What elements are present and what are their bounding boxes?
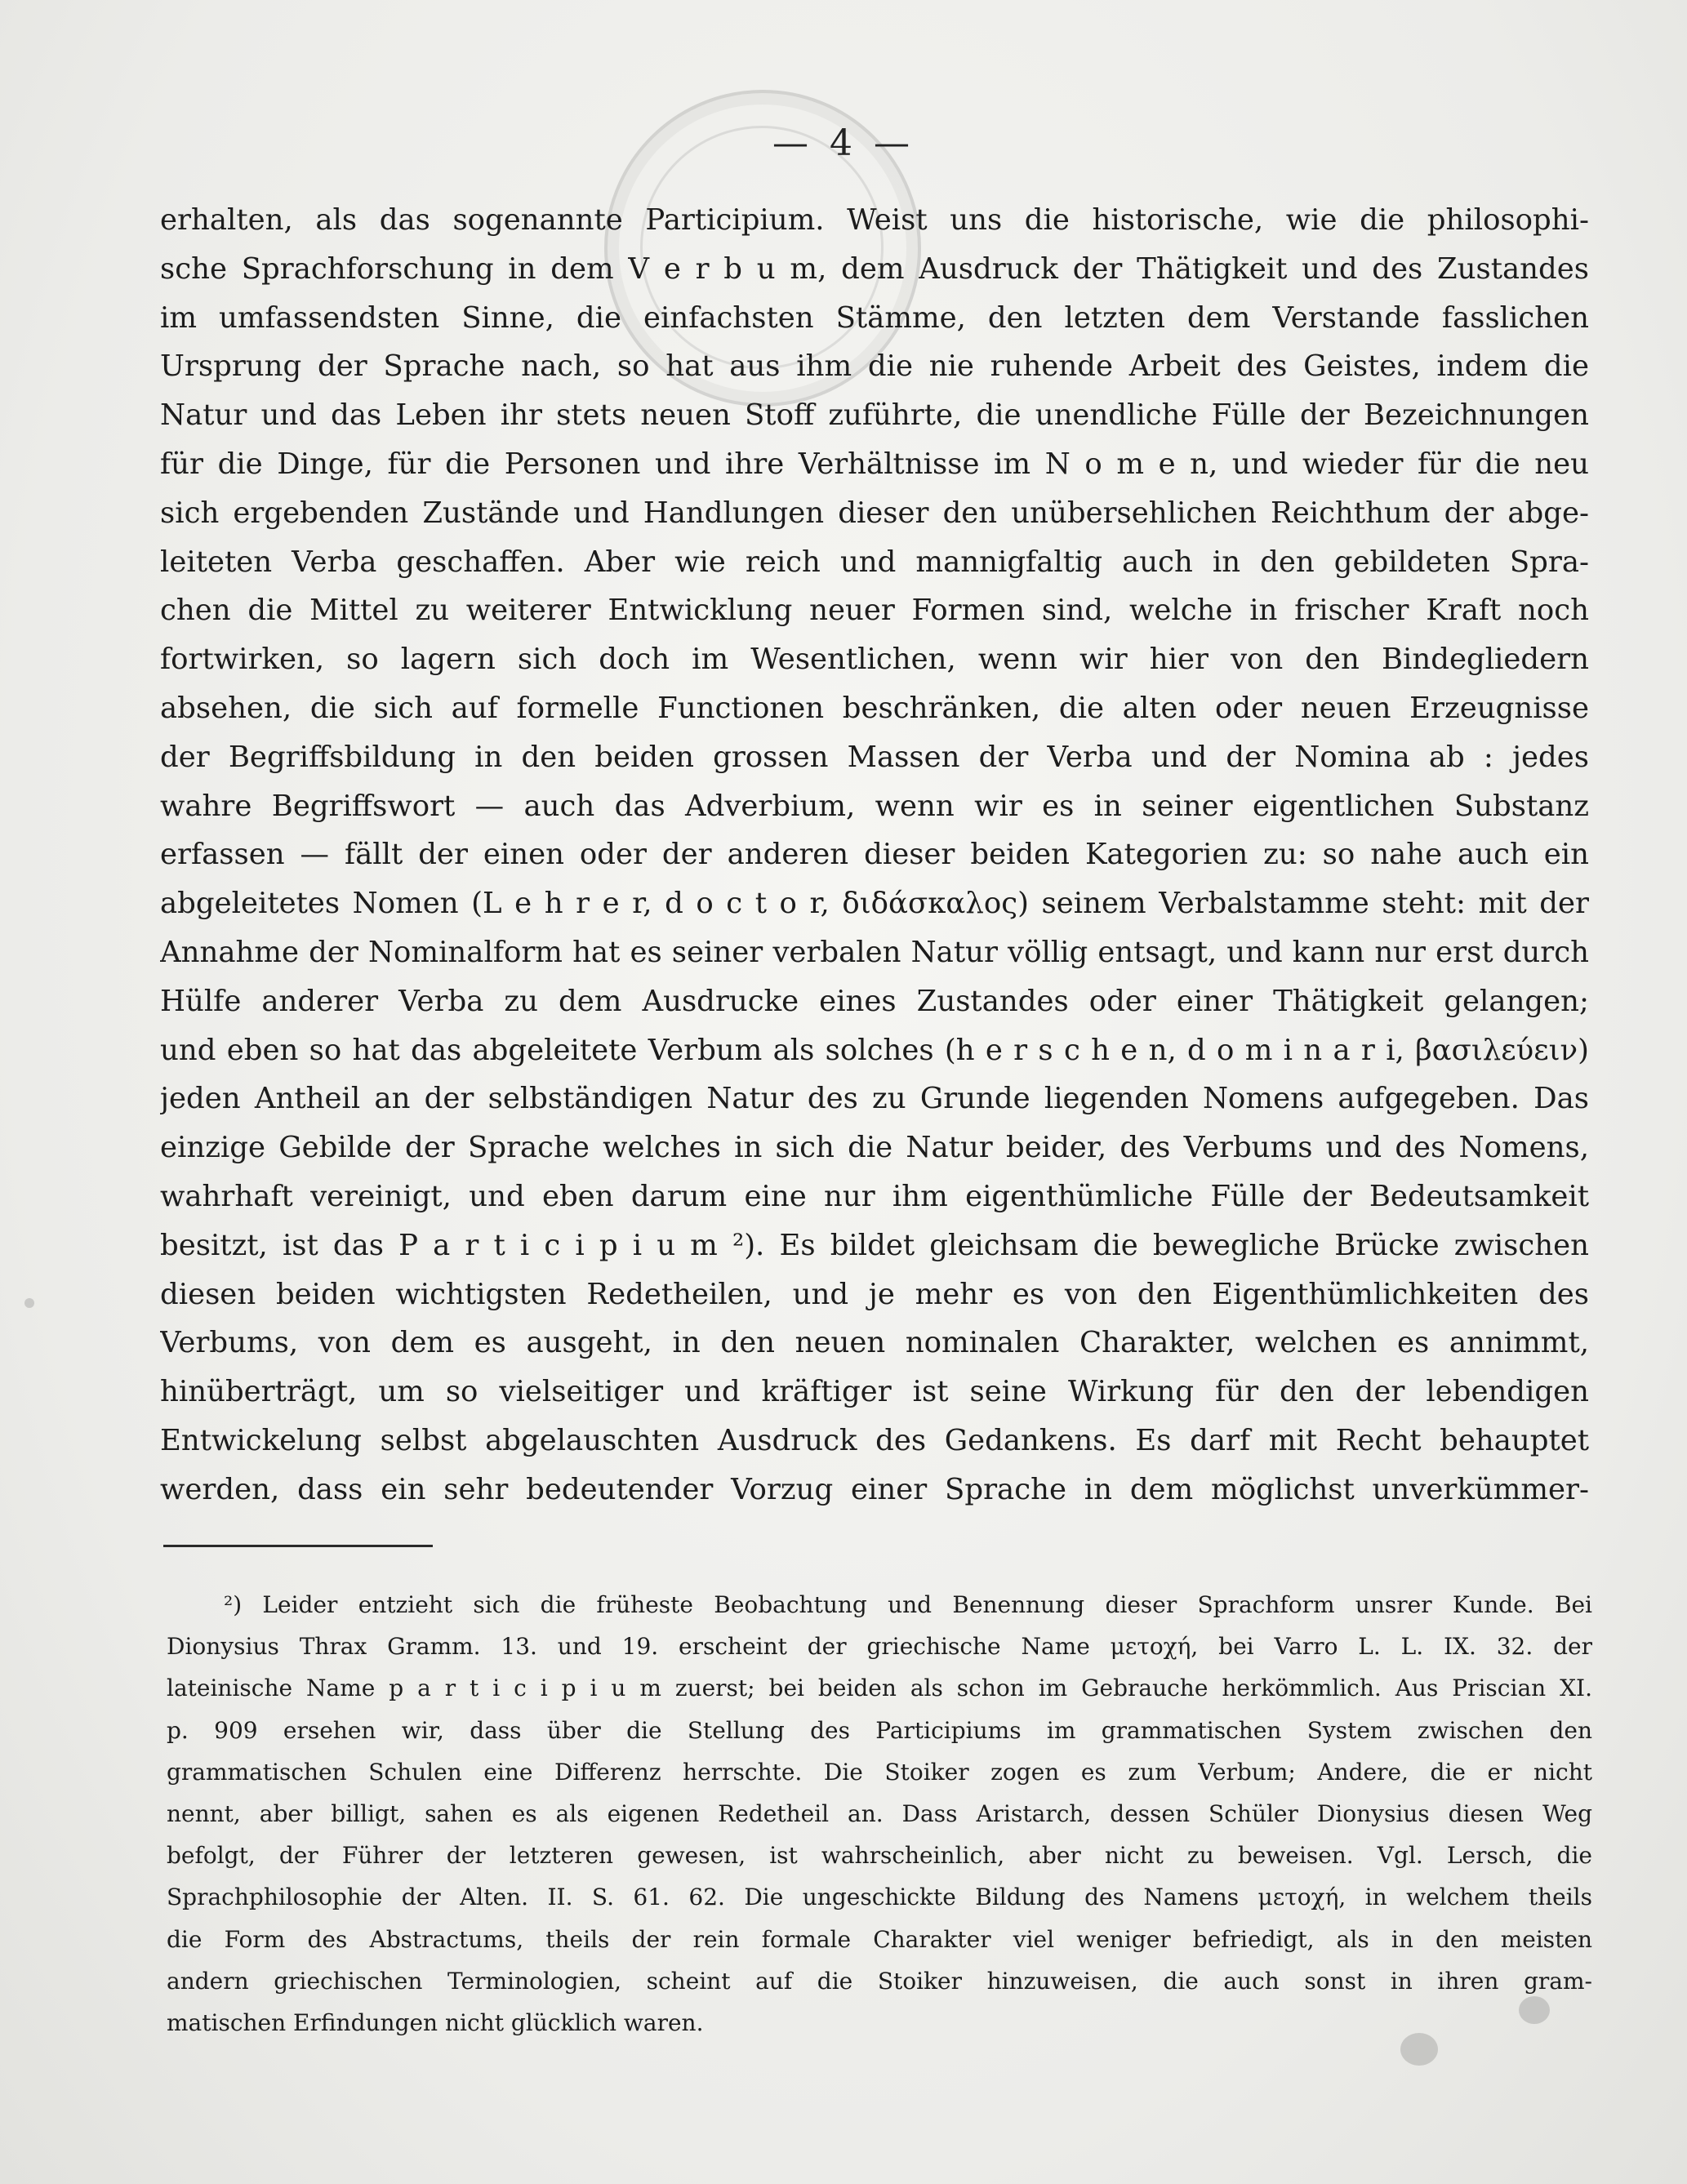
main-text: [160, 196, 1589, 1515]
text-line: einzige Gebilde der Sprache welches in sich die Natur beider, des Verbums und des Nomens,: [160, 1131, 1589, 1165]
text-line: leiteten Verba geschaffen. Aber wie reich und mannigfaltig auch in den gebildeten Spra-: [160, 545, 1589, 579]
text-line: erhalten, als das sogenannte Participium. Weist uns die historische, wie die philosophi-: [160, 203, 1589, 237]
text-line: fortwirken, so lagern sich doch im Wesentlichen, wenn wir hier von den Bindegliedern: [160, 643, 1589, 677]
text-line: wahrhaft vereinigt, und eben darum eine nur ihm eigenthümliche Fülle der Bedeutsamkeit: [160, 1179, 1589, 1213]
text-line: hinüberträgt, um so vielseitiger und kräftiger ist seine Wirkung für den der lebendigen: [160, 1375, 1589, 1409]
footnote-line: p. 909 ersehen wir, dass über die Stellung des Participiums im grammatischen System zwischen den: [167, 1716, 1592, 1744]
text-line: Entwickelung selbst abgelauschten Ausdruck des Gedankens. Es darf mit Recht behauptet: [160, 1423, 1589, 1457]
footnote-line: andern griechischen Terminologien, scheint auf die Stoiker hinzuweisen, die auch sonst in ihren gram-: [167, 1967, 1592, 1995]
text-line: Ursprung der Sprache nach, so hat aus ihm die nie ruhende Arbeit des Geistes, indem die: [160, 349, 1589, 384]
text-line: chen die Mittel zu weiterer Entwicklung neuer Formen sind, welche in frischer Kraft noch: [160, 594, 1589, 628]
text-line: werden, dass ein sehr bedeutender Vorzug einer Sprache in dem möglichst unverkümmer-: [160, 1472, 1589, 1506]
text-line: absehen, die sich auf formelle Functionen beschränken, die alten oder neuen Erzeugnisse: [160, 691, 1589, 725]
footnote-line: die Form des Abstractums, theils der rein formale Charakter viel weniger befriedigt, als in den meisten: [167, 1925, 1592, 1953]
text-line: der Begriffsbildung in den beiden grossen Massen der Verba und der Nomina ab : jedes: [160, 740, 1589, 774]
text-line: Annahme der Nominalform hat es seiner verbalen Natur völlig entsagt, und kann nur erst durch: [160, 935, 1589, 969]
page-number: — 4 —: [772, 122, 915, 164]
footnote-line: Sprachphilosophie der Alten. II. S. 61. 62. Die ungeschickte Bildung des Namens μετοχή, in welchem theils: [167, 1884, 1592, 1911]
footnote-line: matischen Erfindungen nicht glücklich waren.: [167, 2008, 704, 2036]
text-line: Hülfe anderer Verba zu dem Ausdrucke eines Zustandes oder einer Thätigkeit gelangen;: [160, 984, 1589, 1018]
text-line: im umfassendsten Sinne, die einfachsten Stämme, den letzten dem Verstande fasslichen: [160, 300, 1589, 335]
footnote-line: lateinische Name p a r t i c i p i u m zuerst; bei beiden als schon im Gebrauche herkömmlich. Aus Priscian XI.: [167, 1675, 1592, 1702]
text-line: erfassen — fällt der einen oder der anderen dieser beiden Kategorien zu: so nahe auch ein: [160, 838, 1589, 872]
text-line: Natur und das Leben ihr stets neuen Stoff zuführte, die unendliche Fülle der Bezeichnungen: [160, 398, 1589, 433]
text-line: abgeleitetes Nomen (L e h r e r, d o c t o r, διδάσκαλος) seinem Verbalstamme steht: mit der: [160, 887, 1589, 921]
footnote-line: nennt, aber billigt, sahen es als eigenen Redetheil an. Dass Aristarch, dessen Schüler Dionysius diesen Weg: [167, 1799, 1592, 1827]
text-line: für die Dinge, für die Personen und ihre Verhältnisse im N o m e n, und wieder für die neu: [160, 447, 1589, 481]
ink-smudge: [1519, 1996, 1550, 2024]
ink-smudge: [24, 1298, 34, 1308]
text-line: und eben so hat das abgeleitete Verbum als solches (h e r s c h e n, d o m i n a r i, βασιλεύειν): [160, 1033, 1589, 1067]
footnote-block: [167, 1584, 1592, 2044]
footnote-line: Dionysius Thrax Gramm. 13. und 19. erscheint der griechische Name μετοχή, bei Varro L. L. IX. 32. der: [167, 1633, 1592, 1661]
footnote-line: ²) Leider entzieht sich die früheste Beobachtung und Benennung dieser Sprachform unsrer Kunde. Bei: [224, 1591, 1592, 1618]
text-line: sche Sprachforschung in dem V e r b u m, dem Ausdruck der Thätigkeit und des Zustandes: [160, 251, 1589, 286]
text-line: jeden Antheil an der selbständigen Natur des zu Grunde liegenden Nomens aufgegeben. Das: [160, 1082, 1589, 1116]
text-line: wahre Begriffswort — auch das Adverbium, wenn wir es in seiner eigentlichen Substanz: [160, 789, 1589, 823]
text-line: sich ergebenden Zustände und Handlungen dieser den unübersehlichen Reichthum der abge-: [160, 496, 1589, 530]
footnote-line: grammatischen Schulen eine Differenz herrschte. Die Stoiker zogen es zum Verbum; Andere, die er nicht: [167, 1758, 1592, 1786]
footnote-line: befolgt, der Führer der letzteren gewesen, ist wahrscheinlich, aber nicht zu beweisen. Vgl. Lersch, die: [167, 1842, 1592, 1870]
footnote-divider: [163, 1545, 433, 1547]
text-line: diesen beiden wichtigsten Redetheilen, und je mehr es von den Eigenthümlichkeiten des: [160, 1277, 1589, 1311]
text-line: besitzt, ist das P a r t i c i p i u m ²). Es bildet gleichsam die bewegliche Brücke zwischen: [160, 1228, 1589, 1262]
text-line: Verbums, von dem es ausgeht, in den neuen nominalen Charakter, welchen es annimmt,: [160, 1326, 1589, 1360]
ink-smudge: [1400, 2033, 1438, 2066]
